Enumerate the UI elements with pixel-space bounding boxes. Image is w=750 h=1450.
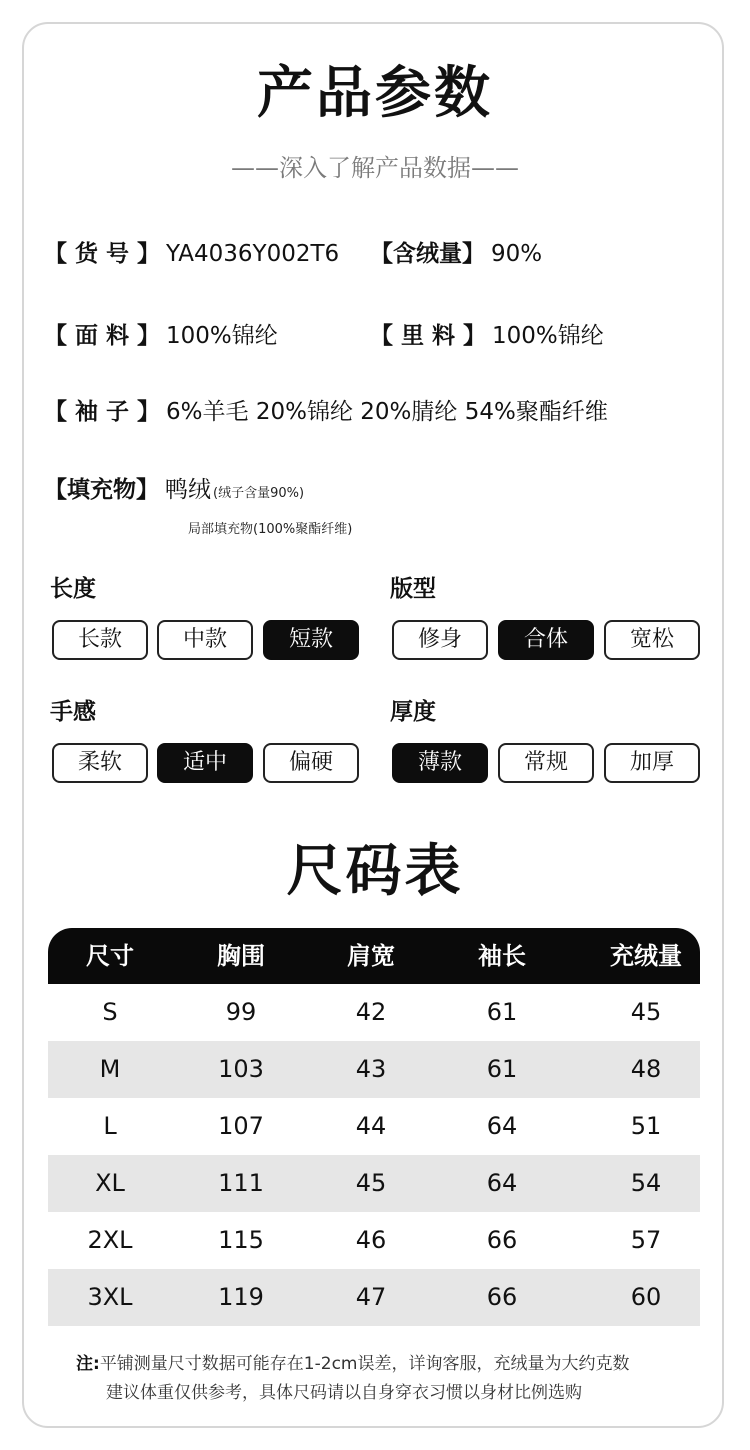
- table-cell: 3XL: [87, 1283, 133, 1311]
- param-value: YA4036Y002T6: [166, 241, 340, 267]
- length-option-long: 长款: [52, 620, 148, 660]
- param-item-no: [44, 238, 339, 270]
- param-label: 【含绒量】: [370, 241, 485, 267]
- table-cell: 66: [486, 1226, 518, 1254]
- table-cell: 44: [355, 1112, 387, 1140]
- fit-option-slim: 修身: [392, 620, 488, 660]
- table-cell: 47: [355, 1283, 387, 1311]
- table-cell: 48: [630, 1055, 662, 1083]
- table-cell: 45: [355, 1169, 387, 1197]
- table-cell: 57: [630, 1226, 662, 1254]
- table-cell: XL: [95, 1169, 125, 1197]
- table-row: [48, 1269, 700, 1326]
- thickness-option-thin: 薄款: [392, 743, 488, 783]
- param-down-content: [370, 238, 542, 270]
- table-cell: 103: [218, 1055, 264, 1083]
- table-cell: 43: [355, 1055, 387, 1083]
- table-cell: 61: [486, 998, 518, 1026]
- table-cell: 54: [630, 1169, 662, 1197]
- table-cell: 2XL: [87, 1226, 133, 1254]
- table-cell: 107: [218, 1112, 264, 1140]
- attr-label-fit: 版型: [390, 576, 436, 602]
- header-cell: 尺寸: [86, 942, 134, 970]
- length-option-short: 短款: [263, 620, 359, 660]
- size-table: [48, 928, 700, 1326]
- param-lining: [370, 320, 604, 352]
- table-cell: 42: [355, 998, 387, 1026]
- table-cell: 99: [225, 998, 257, 1026]
- param-value: 100%锦纶: [492, 323, 604, 349]
- feel-option-firm: 偏硬: [263, 743, 359, 783]
- attr-label-feel: 手感: [50, 699, 96, 725]
- table-row: [48, 1041, 700, 1098]
- table-cell: 64: [486, 1112, 518, 1140]
- table-cell: 64: [486, 1169, 518, 1197]
- thickness-option-thick: 加厚: [604, 743, 700, 783]
- feel-option-medium: 适中: [157, 743, 253, 783]
- attr-label-thickness: 厚度: [390, 699, 436, 725]
- param-filling: [44, 474, 304, 510]
- param-label: 【填充物】: [44, 477, 159, 503]
- table-cell: 45: [630, 998, 662, 1026]
- table-row: [48, 1098, 700, 1155]
- page-title: 产品参数: [257, 61, 493, 126]
- page-subtitle: ——深入了解产品数据——: [231, 154, 519, 182]
- header-cell: 袖长: [478, 942, 526, 970]
- table-cell: 61: [486, 1055, 518, 1083]
- table-cell: M: [99, 1055, 121, 1083]
- table-row: [48, 1212, 700, 1269]
- param-sleeve: [44, 396, 608, 428]
- param-value: 6%羊毛 20%锦纶 20%腈纶 54%聚酯纤维: [166, 399, 608, 425]
- param-value: 鸭绒: [165, 477, 211, 503]
- feel-option-soft: 柔软: [52, 743, 148, 783]
- header-cell: 胸围: [217, 942, 265, 970]
- table-cell: 51: [630, 1112, 662, 1140]
- table-cell: S: [102, 998, 118, 1026]
- table-cell: 119: [218, 1283, 264, 1311]
- param-label: 【 里 料 】: [370, 323, 487, 349]
- param-label: 【 袖 子 】: [44, 399, 161, 425]
- size-table-header: [48, 928, 700, 984]
- param-label: 【 面 料 】: [44, 323, 161, 349]
- header-cell: 充绒量: [610, 942, 682, 970]
- table-cell: 60: [630, 1283, 662, 1311]
- table-cell: L: [103, 1112, 117, 1140]
- footer-note-line1: [76, 1350, 629, 1378]
- attr-label-length: 长度: [50, 576, 96, 602]
- fit-option-loose: 宽松: [604, 620, 700, 660]
- table-cell: 111: [218, 1169, 264, 1197]
- param-fabric: [44, 320, 278, 352]
- length-option-mid: 中款: [157, 620, 253, 660]
- footer-note-text: 平铺测量尺寸数据可能存在1-2cm误差，详询客服，充绒量为大约克数: [99, 1354, 630, 1374]
- table-cell: 46: [355, 1226, 387, 1254]
- footer-note-label: 注:: [76, 1354, 100, 1374]
- table-row: [48, 984, 700, 1041]
- param-label: 【 货 号 】: [44, 241, 161, 267]
- footer-note-line2: 建议体重仅供参考，具体尺码请以自身穿衣习惯以身材比例选购: [106, 1383, 582, 1403]
- table-cell: 115: [218, 1226, 264, 1254]
- header-cell: 肩宽: [347, 942, 395, 970]
- thickness-option-regular: 常规: [498, 743, 594, 783]
- fit-option-regular: 合体: [498, 620, 594, 660]
- param-filling-note: 局部填充物(100%聚酯纤维): [188, 522, 353, 537]
- table-row: [48, 1155, 700, 1212]
- table-cell: 66: [486, 1283, 518, 1311]
- param-value: 90%: [491, 241, 543, 267]
- size-chart-title: 尺码表: [286, 839, 464, 904]
- param-note: (绒子含量90%): [213, 486, 305, 501]
- param-value: 100%锦纶: [166, 323, 278, 349]
